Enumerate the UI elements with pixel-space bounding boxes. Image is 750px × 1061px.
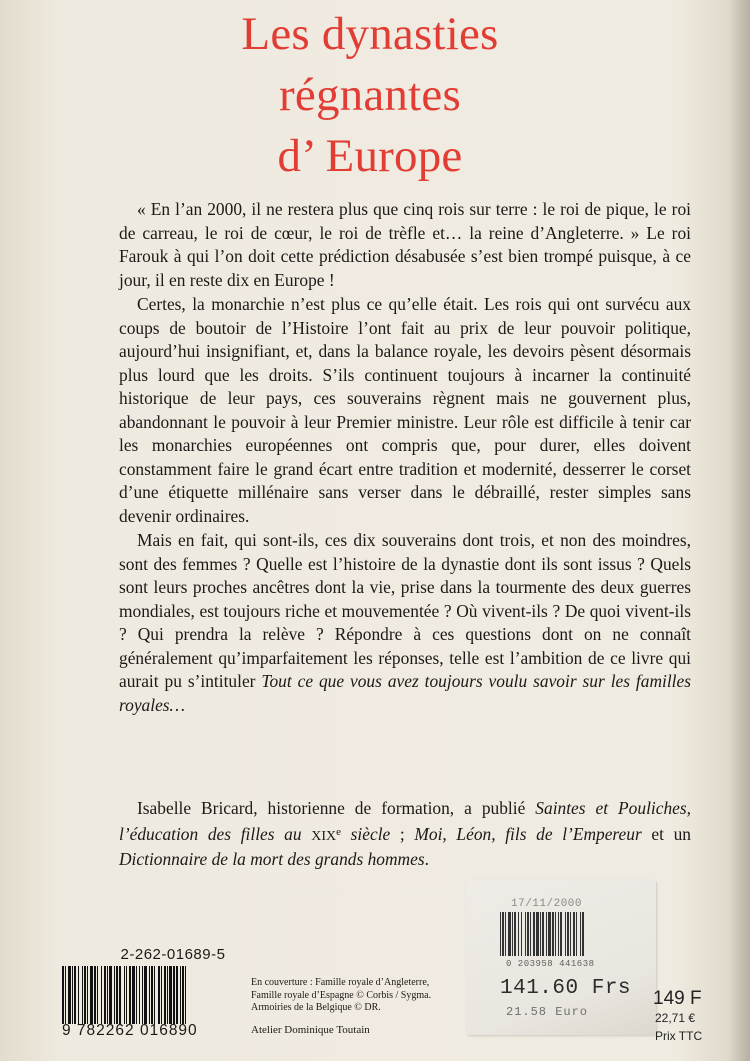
blurb-paragraph-3: [119, 529, 691, 717]
blurb: [119, 198, 691, 718]
author-bio: [119, 797, 691, 872]
title-line-3: d’ Europe: [277, 130, 463, 182]
author-book-1-end: siècle: [341, 823, 391, 844]
author-bio-intro: Isabelle Bricard, historienne de formation, a publié: [137, 798, 536, 818]
blurb-paragraph-3-italic: Tout ce que vous avez toujours voulu savoir sur les familles royales…: [119, 671, 692, 715]
author-end: .: [424, 849, 429, 869]
blurb-paragraph-2: Certes, la monarchie n’est plus ce qu’elle était. Les rois qui ont survécu aux coups de boutoir de l’Histoire l’ont fait au prix de leur pouvoir politique, aujourd’hui insignifiant, et, dans la balance royale, les devoirs pèsent désormais plus lourd que les droits. S’ils continuent toujours à incarner la continuité historique de leur pays, ces souverains règnent mais ne gouvernent plus, abandonnant le pouvoir à leur Premier ministre. Leur rôle est difficile à tenir car les monarchies européennes ont compris que, pour durer, elles doivent constamment faire le grand écart entre tradition et modernité, desserrer le corset d’une étiquette millénaire sans verser dans le débraillé, rester simples sans devenir ordinaires.: [119, 294, 691, 526]
author-book-3: Dictionnaire de la mort des grands hommes: [119, 849, 425, 869]
author-book-2: Moi, Léon, fils de l’Empereur: [414, 823, 642, 844]
sticker-barcode: [500, 912, 620, 956]
book-title: [0, 4, 740, 187]
title-line-2: régnantes: [279, 69, 461, 121]
author-bio-paragraph: [119, 797, 691, 872]
isbn-label: 2-262-01689-5: [120, 946, 226, 963]
designer-credit: Atelier Dominique Toutain: [251, 1024, 370, 1036]
sticker-code: 0 203958 441638: [506, 959, 595, 969]
author-book-1-title: Saintes et Pouliches, l’éducation des filles au: [119, 798, 691, 844]
barcode-bar: [186, 966, 188, 1024]
title-line-1: Les dynasties: [241, 8, 499, 60]
barcode-bar: [584, 912, 585, 956]
sticker-euro: 21.58 Euro: [506, 1005, 589, 1019]
price-sticker: [466, 880, 656, 1035]
author-sep-2: et un: [641, 823, 691, 844]
blurb-paragraph-3-text: Mais en fait, qui sont-ils, ces dix souverains dont trois, et non des moindres, sont des femmes ? Quelle est l’histoire de la dynastie dont ils sont issus ? Quels sont leurs proches ancêtres dont la vie, prise dans la tourmente des deux guerres mondiales, est toujours riche et mouvementée ? Où vivent-ils ? De quoi vivent-ils ? Qui prendra la relève ? Répondre à ces questions dont on ne connaît généralement qu’imparfaitement les réponses, telle est l’ambition de ce livre qui aurait pu s’intituler: [119, 530, 691, 691]
sticker-date: 17/11/2000: [511, 898, 583, 910]
printed-price-francs: 149 F: [653, 988, 702, 1009]
printed-price-euros: 22,71 €: [655, 1011, 696, 1025]
author-sep-1: ;: [390, 823, 415, 844]
author-book-1-century: XIX: [311, 828, 337, 844]
printed-price-ttc: Prix TTC: [655, 1029, 703, 1043]
ean-digits: 9 782262 016890: [62, 1022, 198, 1039]
ean-barcode: [62, 966, 246, 1024]
blurb-paragraph-1: « En l’an 2000, il ne restera plus que cinq rois sur terre : le roi de pique, le roi de carreau, le roi de cœur, le roi de trèfle et… la reine d’Angleterre. » Le roi Farouk à qui l’on doit cette prédiction désabusée s’est bien trompé puisque, à ce jour, il en reste dix en Europe !: [119, 199, 691, 290]
cover-credits: En couverture : Famille royale d’Angleterre, Famille royale d’Espagne © Corbis / Sygma. Armoiries de la Belgique © DR.: [251, 977, 432, 1013]
author-book-1-sup: e: [336, 825, 341, 838]
sticker-price: 141.60 Frs: [500, 977, 632, 1000]
